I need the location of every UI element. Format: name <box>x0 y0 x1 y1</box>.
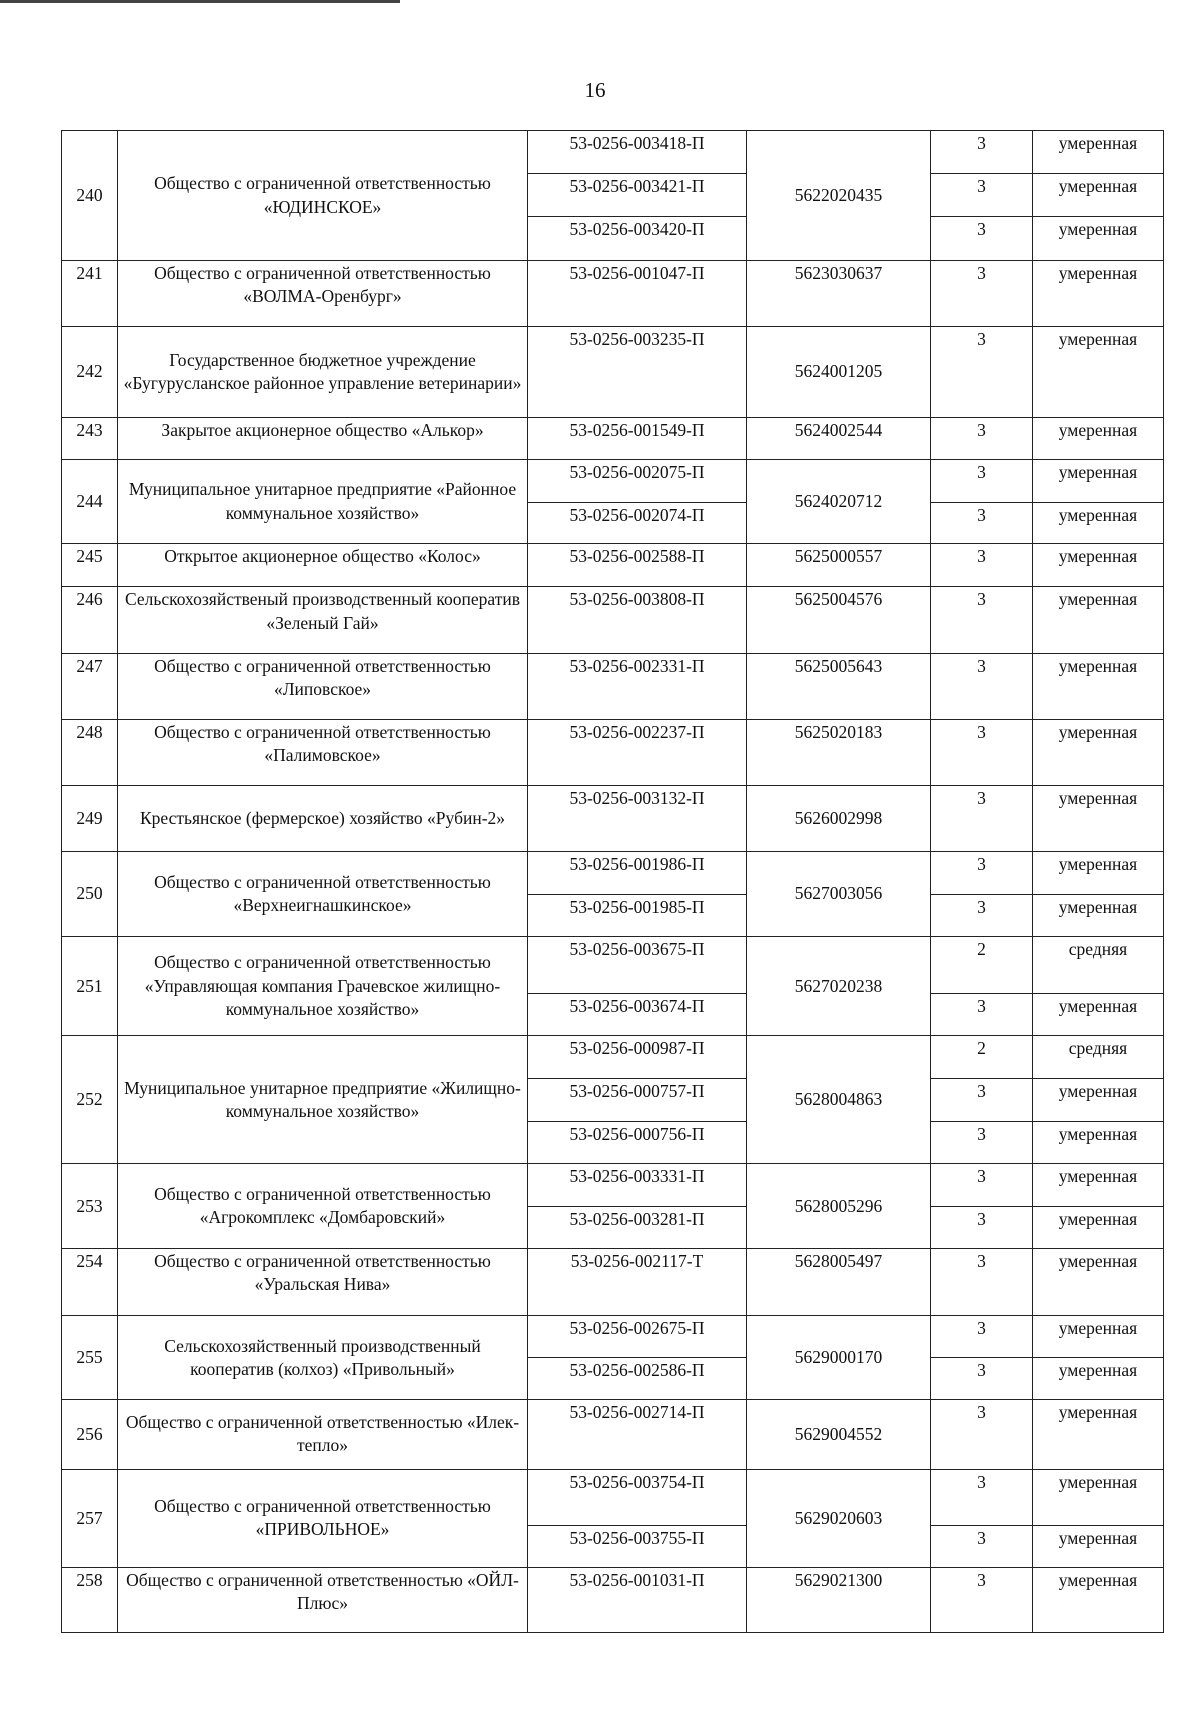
risk-level-cell: умеренная <box>1033 1122 1164 1164</box>
category-cell: 3 <box>931 502 1033 544</box>
category-cell: 3 <box>931 1525 1033 1567</box>
table-row <box>62 261 1164 327</box>
risk-level-cell: умеренная <box>1033 217 1164 261</box>
row-number-cell: 249 <box>62 785 118 851</box>
table-row <box>62 587 1164 653</box>
object-code-cell: 53-0256-003235-П <box>528 327 747 417</box>
table-row <box>62 719 1164 785</box>
risk-level-cell: умеренная <box>1033 1525 1164 1567</box>
organization-name-cell: Открытое акционерное общество «Колос» <box>118 544 528 587</box>
risk-level-cell: умеренная <box>1033 1469 1164 1525</box>
category-cell: 2 <box>931 1036 1033 1079</box>
organization-name-cell: Муниципальное унитарное предприятие «Жилищно-коммунальное хозяйство» <box>118 1036 528 1164</box>
risk-level-cell: умеренная <box>1033 1316 1164 1358</box>
category-cell: 3 <box>931 1122 1033 1164</box>
object-code-cell: 53-0256-000987-П <box>528 1036 747 1079</box>
object-code-cell: 53-0256-000757-П <box>528 1079 747 1122</box>
inn-cell: 5629020603 <box>747 1469 931 1567</box>
risk-level-cell: умеренная <box>1033 1207 1164 1249</box>
row-number-cell: 250 <box>62 852 118 937</box>
row-number-cell: 243 <box>62 417 118 459</box>
row-number-cell: 254 <box>62 1249 118 1316</box>
risk-level-cell: умеренная <box>1033 1358 1164 1400</box>
object-code-cell: 53-0256-003418-П <box>528 131 747 174</box>
category-cell: 3 <box>931 327 1033 417</box>
risk-level-cell: умеренная <box>1033 895 1164 937</box>
organization-name-cell: Муниципальное унитарное предприятие «Районное коммунальное хозяйство» <box>118 459 528 544</box>
table-row <box>62 1036 1164 1079</box>
category-cell: 3 <box>931 719 1033 785</box>
inn-cell: 5629021300 <box>747 1567 931 1632</box>
table-row <box>62 417 1164 459</box>
organization-name-cell: Общество с ограниченной ответственностью «ОЙЛ-Плюс» <box>118 1567 528 1632</box>
inn-cell: 5622020435 <box>747 131 931 261</box>
table-row <box>62 1316 1164 1358</box>
risk-level-cell: средняя <box>1033 1036 1164 1079</box>
category-cell: 3 <box>931 1400 1033 1469</box>
table-row <box>62 936 1164 993</box>
row-number-cell: 245 <box>62 544 118 587</box>
inn-cell: 5628005296 <box>747 1164 931 1249</box>
object-code-cell: 53-0256-003421-П <box>528 174 747 217</box>
risk-level-cell: умеренная <box>1033 1249 1164 1316</box>
object-code-cell: 53-0256-002331-П <box>528 653 747 719</box>
object-code-cell: 53-0256-003755-П <box>528 1525 747 1567</box>
object-code-cell: 53-0256-003675-П <box>528 936 747 993</box>
row-number-cell: 248 <box>62 719 118 785</box>
object-code-cell: 53-0256-001549-П <box>528 417 747 459</box>
table-row <box>62 131 1164 174</box>
table-row <box>62 1567 1164 1632</box>
object-code-cell: 53-0256-002714-П <box>528 1400 747 1469</box>
category-cell: 3 <box>931 895 1033 937</box>
row-number-cell: 247 <box>62 653 118 719</box>
table-row <box>62 327 1164 417</box>
category-cell: 3 <box>931 587 1033 653</box>
category-cell: 3 <box>931 261 1033 327</box>
risk-level-cell: умеренная <box>1033 1400 1164 1469</box>
object-code-cell: 53-0256-002074-П <box>528 502 747 544</box>
organization-name-cell: Общество с ограниченной ответственностью «Верхнеигнашкинское» <box>118 852 528 937</box>
object-code-cell: 53-0256-003754-П <box>528 1469 747 1525</box>
category-cell: 3 <box>931 459 1033 502</box>
inn-cell: 5629004552 <box>747 1400 931 1469</box>
object-code-cell: 53-0256-003281-П <box>528 1207 747 1249</box>
object-code-cell: 53-0256-003132-П <box>528 785 747 851</box>
table-row <box>62 1249 1164 1316</box>
category-cell: 2 <box>931 936 1033 993</box>
organization-name-cell: Закрытое акционерное общество «Алькор» <box>118 417 528 459</box>
risk-level-cell: умеренная <box>1033 544 1164 587</box>
row-number-cell: 251 <box>62 936 118 1035</box>
object-code-cell: 53-0256-003674-П <box>528 994 747 1036</box>
organization-name-cell: Сельскохозяйственый производственный кооператив «Зеленый Гай» <box>118 587 528 653</box>
organization-name-cell: Общество с ограниченной ответственностью «Липовское» <box>118 653 528 719</box>
table-row <box>62 852 1164 895</box>
category-cell: 3 <box>931 217 1033 261</box>
object-code-cell: 53-0256-001031-П <box>528 1567 747 1632</box>
risk-level-cell: умеренная <box>1033 261 1164 327</box>
organization-name-cell: Государственное бюджетное учреждение «Бугурусланское районное управление ветеринарии» <box>118 327 528 417</box>
row-number-cell: 257 <box>62 1469 118 1567</box>
object-code-cell: 53-0256-002586-П <box>528 1358 747 1400</box>
category-cell: 3 <box>931 1316 1033 1358</box>
table-row <box>62 785 1164 851</box>
object-code-cell: 53-0256-000756-П <box>528 1122 747 1164</box>
risk-level-cell: умеренная <box>1033 994 1164 1036</box>
inn-cell: 5624020712 <box>747 459 931 544</box>
inn-cell: 5626002998 <box>747 785 931 851</box>
object-code-cell: 53-0256-001985-П <box>528 895 747 937</box>
category-cell: 3 <box>931 417 1033 459</box>
row-number-cell: 240 <box>62 131 118 261</box>
risk-level-cell: средняя <box>1033 936 1164 993</box>
inn-cell: 5625004576 <box>747 587 931 653</box>
table-row <box>62 1400 1164 1469</box>
category-cell: 3 <box>931 785 1033 851</box>
object-code-cell: 53-0256-002117-Т <box>528 1249 747 1316</box>
risk-level-cell: умеренная <box>1033 852 1164 895</box>
row-number-cell: 242 <box>62 327 118 417</box>
inn-cell: 5625000557 <box>747 544 931 587</box>
category-cell: 3 <box>931 131 1033 174</box>
row-number-cell: 246 <box>62 587 118 653</box>
inn-cell: 5627003056 <box>747 852 931 937</box>
category-cell: 3 <box>931 1249 1033 1316</box>
object-code-cell: 53-0256-001047-П <box>528 261 747 327</box>
category-cell: 3 <box>931 852 1033 895</box>
row-number-cell: 258 <box>62 1567 118 1632</box>
category-cell: 3 <box>931 174 1033 217</box>
risk-level-cell: умеренная <box>1033 587 1164 653</box>
risk-level-cell: умеренная <box>1033 417 1164 459</box>
category-cell: 3 <box>931 544 1033 587</box>
risk-level-cell: умеренная <box>1033 719 1164 785</box>
category-cell: 3 <box>931 653 1033 719</box>
category-cell: 3 <box>931 1207 1033 1249</box>
object-code-cell: 53-0256-001986-П <box>528 852 747 895</box>
inn-cell: 5629000170 <box>747 1316 931 1400</box>
organization-name-cell: Крестьянское (фермерское) хозяйство «Рубин-2» <box>118 785 528 851</box>
inn-cell: 5624002544 <box>747 417 931 459</box>
scan-edge-mark <box>0 0 400 3</box>
inn-cell: 5627020238 <box>747 936 931 1035</box>
category-cell: 3 <box>931 1079 1033 1122</box>
risk-level-cell: умеренная <box>1033 653 1164 719</box>
inn-cell: 5623030637 <box>747 261 931 327</box>
table-row <box>62 1164 1164 1207</box>
organization-name-cell: Общество с ограниченной ответственностью «ПРИВОЛЬНОЕ» <box>118 1469 528 1567</box>
organization-name-cell: Общество с ограниченной ответственностью «Управляющая компания Грачевское жилищно-коммунальное хозяйство» <box>118 936 528 1035</box>
inn-cell: 5628005497 <box>747 1249 931 1316</box>
category-cell: 3 <box>931 1469 1033 1525</box>
category-cell: 3 <box>931 1164 1033 1207</box>
object-code-cell: 53-0256-002675-П <box>528 1316 747 1358</box>
organization-name-cell: Общество с ограниченной ответственностью «Илек-тепло» <box>118 1400 528 1469</box>
row-number-cell: 244 <box>62 459 118 544</box>
registry-table <box>61 130 1164 1633</box>
risk-level-cell: умеренная <box>1033 327 1164 417</box>
object-code-cell: 53-0256-002237-П <box>528 719 747 785</box>
row-number-cell: 241 <box>62 261 118 327</box>
inn-cell: 5625020183 <box>747 719 931 785</box>
object-code-cell: 53-0256-003331-П <box>528 1164 747 1207</box>
inn-cell: 5628004863 <box>747 1036 931 1164</box>
risk-level-cell: умеренная <box>1033 785 1164 851</box>
table-row <box>62 1469 1164 1525</box>
organization-name-cell: Общество с ограниченной ответственностью «Палимовское» <box>118 719 528 785</box>
risk-level-cell: умеренная <box>1033 1567 1164 1632</box>
table-row <box>62 653 1164 719</box>
object-code-cell: 53-0256-003420-П <box>528 217 747 261</box>
object-code-cell: 53-0256-003808-П <box>528 587 747 653</box>
row-number-cell: 252 <box>62 1036 118 1164</box>
object-code-cell: 53-0256-002075-П <box>528 459 747 502</box>
inn-cell: 5624001205 <box>747 327 931 417</box>
row-number-cell: 255 <box>62 1316 118 1400</box>
risk-level-cell: умеренная <box>1033 1164 1164 1207</box>
category-cell: 3 <box>931 994 1033 1036</box>
object-code-cell: 53-0256-002588-П <box>528 544 747 587</box>
organization-name-cell: Общество с ограниченной ответственностью «ВОЛМА-Оренбург» <box>118 261 528 327</box>
row-number-cell: 253 <box>62 1164 118 1249</box>
risk-level-cell: умеренная <box>1033 502 1164 544</box>
row-number-cell: 256 <box>62 1400 118 1469</box>
risk-level-cell: умеренная <box>1033 131 1164 174</box>
risk-level-cell: умеренная <box>1033 1079 1164 1122</box>
table-row <box>62 459 1164 502</box>
organization-name-cell: Общество с ограниченной ответственностью «Агрокомплекс «Домбаровский» <box>118 1164 528 1249</box>
organization-name-cell: Общество с ограниченной ответственностью «ЮДИНСКОЕ» <box>118 131 528 261</box>
organization-name-cell: Сельскохозяйственный производственный кооператив (колхоз) «Привольный» <box>118 1316 528 1400</box>
risk-level-cell: умеренная <box>1033 459 1164 502</box>
page-number: 16 <box>584 78 606 102</box>
inn-cell: 5625005643 <box>747 653 931 719</box>
category-cell: 3 <box>931 1567 1033 1632</box>
category-cell: 3 <box>931 1358 1033 1400</box>
organization-name-cell: Общество с ограниченной ответственностью «Уральская Нива» <box>118 1249 528 1316</box>
risk-level-cell: умеренная <box>1033 174 1164 217</box>
table-row <box>62 544 1164 587</box>
